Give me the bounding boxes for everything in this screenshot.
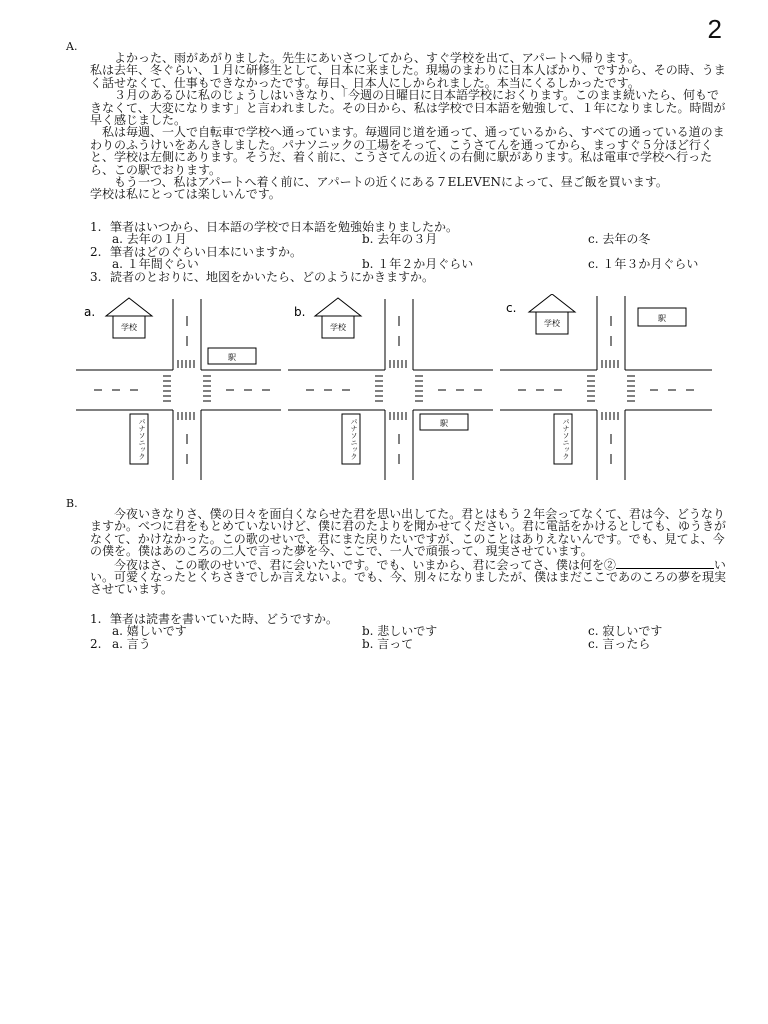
passage-a-paragraph: ３月のあるひに私のじょうしはいきなり、「今週の日曜日に日本語学校におくります。このまま続いたら、何もできなくて、大変になります」と言われました。その日から、私は学校で日本語を勉強して、１年になりました。時間が早く感じました。 [90,88,726,128]
question-b2 [90,638,730,650]
choice-a[interactable]: a. 去年の１月 [112,232,187,247]
passage-a-paragraph: 学校は私にとっては楽しいんです。 [90,187,281,202]
choice-b[interactable]: b. 去年の３月 [362,232,438,247]
passage-a-paragraph: よかった、雨があがりました。先生にあいさつしてから、すぐ学校を出て、アパートへ帰ります。 [114,51,640,65]
factory-box [554,414,572,464]
question-a1-choices [112,233,730,245]
page-number: 2 [707,14,722,44]
factory-label: パナソニック [350,418,358,460]
passage-a-paragraph: 私は去年、冬ぐらい、１月に研修生として、日本に来ました。現場のまわりに日本人ばかり、ですから、その時、うまく話せなくて、仕事もできなかったです。毎日、日本人にしかられました。本当にくるしかったです。 [90,63,726,90]
crosswalks [163,360,211,420]
question-a2-choices [112,258,730,270]
map-option-label: a. [84,305,96,319]
question-b2-choices [112,638,730,650]
passage-a-paragraph: 私は毎週、一人で自転車で学校へ通っています。毎週同じ道を通って、通っているから、すべての通っている道のまわりのふうけいをあんきしました。パナソニックの工場をそって、こうさてんを通ってから、まっすぐ５分ほど行くと、学校は左側にあります。そうだ、着く前に、こうさてんの近くの右側に駅があります。私は電車で学校へ行ったら、この駅でおります。 [90,125,725,177]
answer-blank[interactable] [616,558,714,569]
crosswalks [587,360,635,420]
crosswalks [375,360,423,420]
school-label: 学校 [544,319,560,328]
choice-a[interactable]: a. 嬉しいです [112,624,187,639]
factory-label: パナソニック [138,418,146,460]
passage-b [90,508,730,596]
choice-b[interactable]: b. １年２か月ぐらい [362,257,474,272]
choice-a[interactable]: a. 言う [112,636,151,651]
question-number: 2. [90,244,102,259]
choice-c[interactable]: c. 寂しいです [588,624,663,639]
passage-b-text: 今夜はさ、この歌のせいで、君に会いたいです。でも、いまから、君に会ってさ、僕は何を② [114,557,616,572]
question-b1-choices [112,625,730,637]
question-a3 [90,271,730,283]
choice-b[interactable]: b. 悲しいです [362,624,438,639]
station-box [420,414,468,430]
question-text: 読者のとおりに、地図をかいたら、どのようにかきますか。 [110,269,435,284]
questions-b [90,613,730,650]
choice-a[interactable]: a. １年間ぐらい [112,257,199,272]
school-label: 学校 [121,323,137,332]
center-dashes [518,316,694,464]
choice-c[interactable]: c. 去年の冬 [588,232,651,247]
question-number: 2. [90,636,102,651]
passage-b-text: いい。可愛くなったとくちさきでしか言えないよ。でも、今、別々になりましたが、僕はまだここであのころの夢を現実させています。 [90,557,727,597]
section-b-label: B. [66,497,78,510]
station-label: 駅 [228,353,236,362]
question-text: 筆者はどのぐらい日本にいますか。 [110,244,303,259]
map-option-label: b. [294,305,306,319]
school-building [315,298,361,338]
question-number: 1. [90,220,102,234]
question-number: 3. [90,269,102,284]
map-option-b[interactable] [288,298,493,480]
map-option-c[interactable] [500,294,712,480]
factory-box [130,414,148,464]
factory-box [342,414,360,464]
passage-a-paragraph: もう一つ、私はアパートへ着く前に、アパートの近くにある７ELEVENによって、昼ご飯を買います。 [114,175,668,190]
school-label: 学校 [330,323,346,332]
choice-c[interactable]: c. 言ったら [588,636,651,651]
station-label: 駅 [658,314,666,323]
map-option-a[interactable] [76,298,281,480]
school-building [529,294,575,334]
passage-a [90,52,730,201]
school-building [106,298,152,338]
map-option-label: c. [506,301,517,315]
question-text: 筆者は読書を書いていた時、どうですか。 [110,612,339,626]
map-options [76,294,718,490]
passage-b-paragraph-2 [90,558,730,596]
choice-c[interactable]: c. １年３か月ぐらい [588,257,699,272]
station-box [208,348,256,364]
choice-b[interactable]: b. 言って [362,636,414,651]
questions-a [90,221,730,283]
question-text: 筆者はいつから、日本語の学校で日本語を勉強始まりましたか。 [110,220,459,234]
factory-label: パナソニック [562,418,570,460]
station-label: 駅 [440,419,448,428]
passage-b-paragraph: 今夜いきなりさ、僕の日々を面白くならせた君を思い出してた。君とはもう２年会ってなくて、君は今、どうなりますか。べつに君をもとめていないけど、僕に君のたよりを聞かせてください。君に電話をかけるとしても、ゆうきがなくて、かけなかった。この歌のせいで、君にまた戻りたいですが、このことはありえないんです。でも、見てよ、今の僕を。僕はあのころの二人で言った夢を今、ここで、一人で頑張って、現実させています。 [90,507,727,559]
station-box [638,308,686,326]
section-a-label: A. [66,40,78,53]
question-number: 1. [90,612,102,626]
